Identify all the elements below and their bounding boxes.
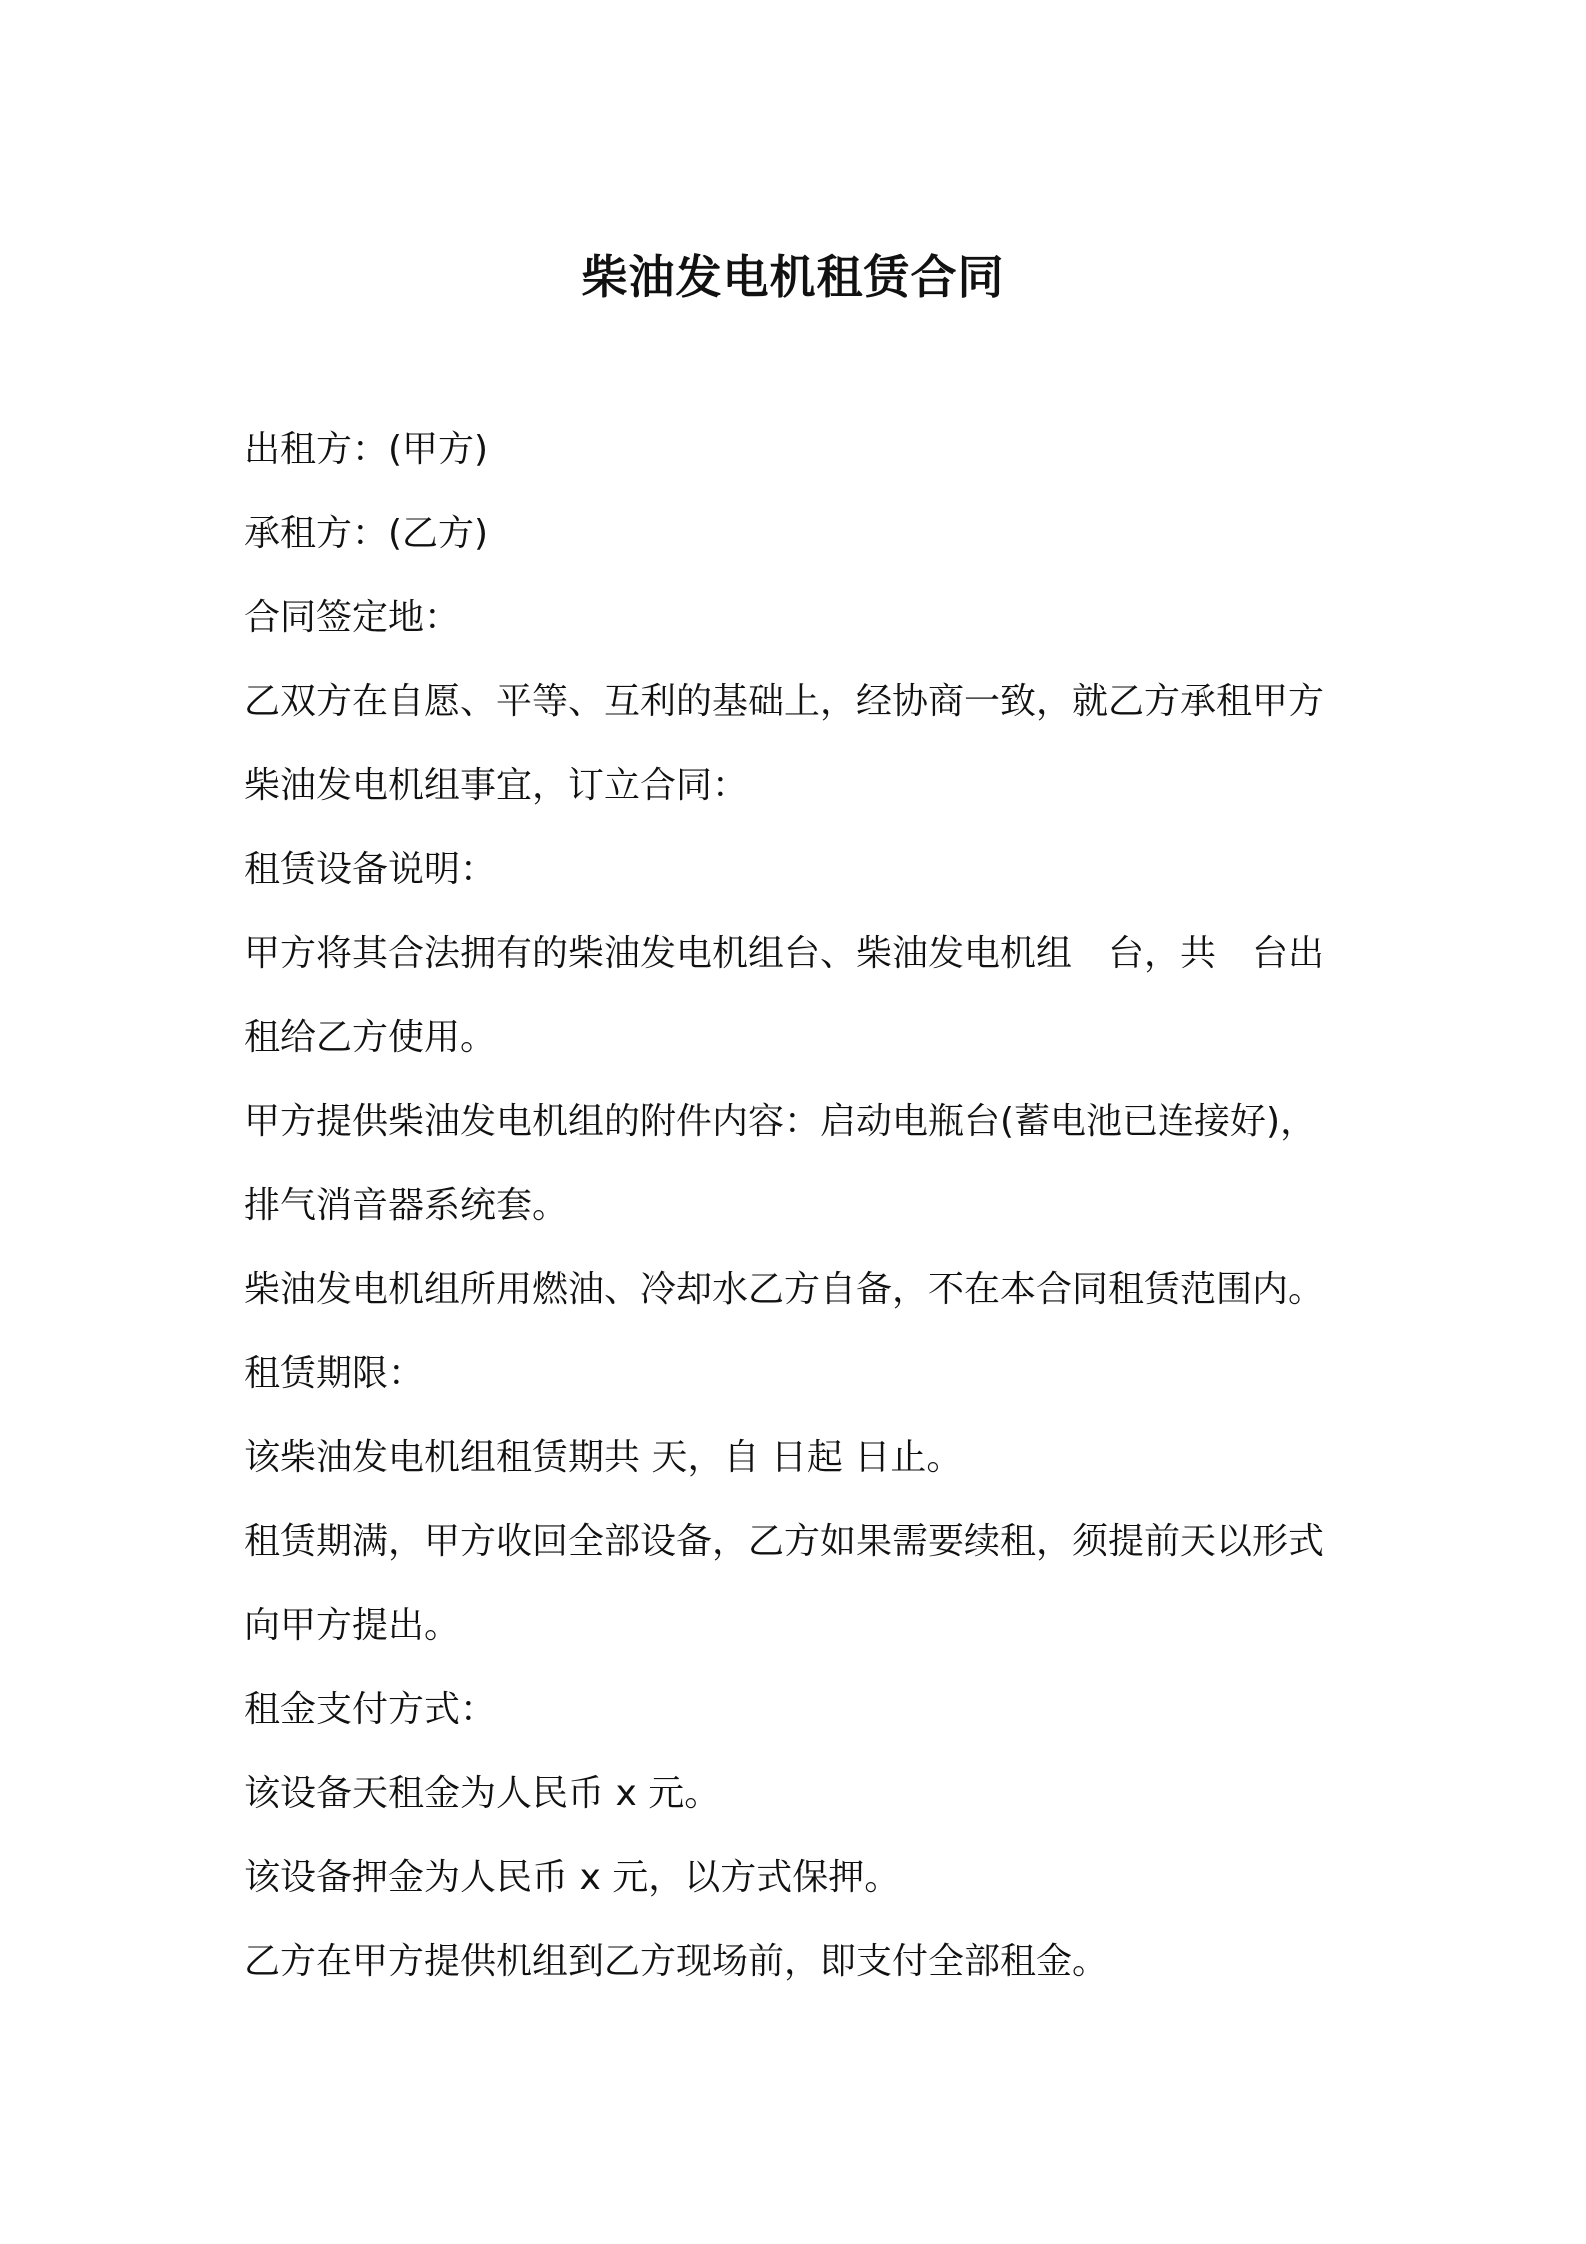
payment-timing-line: 乙方在甲方提供机组到乙方现场前，即支付全部租金。	[244, 1941, 1109, 1982]
accessories-line-2: 排气消音器系统套。	[244, 1185, 569, 1226]
contract-body	[244, 408, 1364, 2004]
deposit-line: 该设备押金为人民币 x 元，以方式保押。	[244, 1857, 901, 1898]
signing-place-line: 合同签定地：	[244, 597, 461, 638]
fuel-water-line: 柴油发电机组所用燃油、冷却水乙方自备，不在本合同租赁范围内。	[244, 1269, 1325, 1310]
lessor-line: 出租方：(甲方)	[244, 429, 489, 470]
section-heading-payment: 租金支付方式：	[244, 1689, 497, 1730]
renewal-line-1: 租赁期满，甲方收回全部设备，乙方如果需要续租，须提前天以形式	[244, 1521, 1325, 1562]
document-title: 柴油发电机租赁合同	[581, 249, 1005, 304]
preamble-line-1: 乙双方在自愿、平等、互利的基础上，经协商一致，就乙方承租甲方	[244, 681, 1325, 722]
equipment-line-2: 租给乙方使用。	[244, 1017, 497, 1058]
section-heading-equipment: 租赁设备说明：	[244, 849, 497, 890]
term-line: 该柴油发电机组租赁期共 天，自 日起 日止。	[244, 1437, 963, 1478]
renewal-line-2: 向甲方提出。	[244, 1605, 461, 1646]
daily-rent-line: 该设备天租金为人民币 x 元。	[244, 1773, 721, 1814]
preamble-line-2: 柴油发电机组事宜，订立合同：	[244, 765, 749, 806]
section-heading-term: 租赁期限：	[244, 1353, 425, 1394]
accessories-line-1: 甲方提供柴油发电机组的附件内容：启动电瓶台(蓄电池已连接好)，	[244, 1101, 1317, 1142]
equipment-line-1: 甲方将其合法拥有的柴油发电机组台、柴油发电机组 台，共 台出	[244, 933, 1325, 974]
lessee-line: 承租方：(乙方)	[244, 513, 489, 554]
